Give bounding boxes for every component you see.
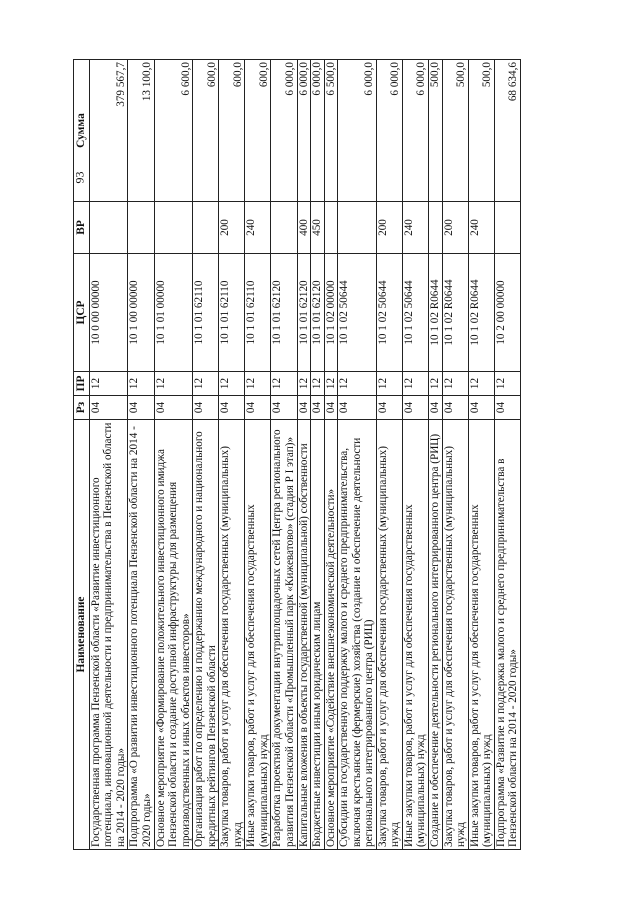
cell-vr [193,202,219,254]
cell-name: Иные закупки товаров, работ и услуг для обеспечения государственных (муниципальных) нужд [468,420,494,850]
cell-rz: 04 [442,396,468,420]
cell-sum: 600,0 [193,60,219,202]
cell-pr: 12 [442,372,468,396]
cell-sum: 500,0 [442,60,468,202]
cell-sum: 13 100,0 [128,60,154,202]
table-row [154,60,193,850]
cell-pr: 12 [324,372,338,396]
cell-pr: 12 [468,372,494,396]
cell-csr: 10 1 02 R0644 [442,254,468,372]
cell-csr: 10 1 02 R0644 [468,254,494,372]
cell-csr: 10 1 01 62110 [193,254,219,372]
cell-rz: 04 [245,396,271,420]
cell-rz: 04 [128,396,154,420]
cell-vr: 200 [442,202,468,254]
table-row [219,60,245,850]
cell-sum: 500,0 [428,60,442,202]
cell-vr: 200 [219,202,245,254]
cell-csr: 10 1 01 62120 [271,254,297,372]
cell-csr: 10 1 02 R0644 [428,254,442,372]
table-header-row [74,60,90,850]
cell-vr [338,202,377,254]
cell-name: Подпрограмма «О развитии инвестиционного потенциала Пензенской области на 2014 - 2020 годы» [128,420,154,850]
cell-name: Организация работ по определению и поддержанию международного и национального кредитных рейтингов Пензенской области [193,420,219,850]
cell-sum: 379 567,7 [89,60,128,202]
cell-csr: 10 1 01 62110 [219,254,245,372]
cell-pr: 12 [219,372,245,396]
cell-rz: 04 [311,396,325,420]
cell-rz: 04 [468,396,494,420]
cell-rz: 04 [338,396,377,420]
cell-pr: 12 [338,372,377,396]
cell-pr: 12 [271,372,297,396]
cell-pr: 12 [494,372,520,396]
cell-vr [428,202,442,254]
cell-pr: 12 [428,372,442,396]
cell-csr: 10 2 00 00000 [494,254,520,372]
table-row [428,60,442,850]
cell-sum: 6 000,0 [402,60,428,202]
cell-vr [128,202,154,254]
table-row [376,60,402,850]
cell-pr: 12 [311,372,325,396]
cell-name: Закупка товаров, работ и услуг для обеспечения государственных (муниципальных) нужд [219,420,245,850]
budget-table [73,59,521,850]
cell-name: Подпрограмма «Развитие и поддержка малого и среднего предпринимательства в Пензенской области на 2014 - 2020 годы» [494,420,520,850]
cell-vr: 400 [297,202,311,254]
header-name: Наименование [74,420,90,850]
cell-name: Субсидии на государственную поддержку малого и среднего предпринимательства, включая крестьянские (фермерские) хозяйства (создание и обеспечение деятельности регионального интегрированного центра (РИЦ) [338,420,377,850]
table-row [442,60,468,850]
cell-vr: 240 [468,202,494,254]
cell-rz: 04 [402,396,428,420]
cell-csr: 10 1 02 50644 [338,254,377,372]
cell-name: Закупка товаров, работ и услуг для обеспечения государственных (муниципальных) нужд [376,420,402,850]
cell-csr: 10 1 00 00000 [128,254,154,372]
cell-name: Закупка товаров, работ и услуг для обеспечения государственных (муниципальных) нужд [442,420,468,850]
cell-pr: 12 [245,372,271,396]
table-row [468,60,494,850]
cell-rz: 04 [89,396,128,420]
cell-rz: 04 [494,396,520,420]
cell-vr [271,202,297,254]
cell-pr: 12 [376,372,402,396]
cell-csr: 10 1 02 50644 [376,254,402,372]
cell-sum: 6 000,0 [376,60,402,202]
table-row [324,60,338,850]
cell-sum: 68 634,6 [494,60,520,202]
cell-rz: 04 [154,396,193,420]
table-row [193,60,219,850]
cell-csr: 10 1 01 00000 [154,254,193,372]
cell-name: Бюджетные инвестиции иным юридическим лицам [311,420,325,850]
cell-pr: 12 [297,372,311,396]
table-row [494,60,520,850]
cell-rz: 04 [324,396,338,420]
table-row [271,60,297,850]
cell-vr [89,202,128,254]
cell-vr [154,202,193,254]
page-number: 93 [72,171,87,184]
header-vr: ВР [74,202,90,254]
cell-name: Иные закупки товаров, работ и услуг для обеспечения государственных (муниципальных) нужд [402,420,428,850]
cell-rz: 04 [297,396,311,420]
cell-vr: 450 [311,202,325,254]
table-row [338,60,377,850]
cell-name: Основное мероприятие «Формирование положительного инвестиционного имиджа Пензенской области и создание доступной инфраструктуры для размещения производственных и иных объектов инвесторов» [154,420,193,850]
cell-name: Капитальные вложения в объекты государственной (муниципальной) собственности [297,420,311,850]
cell-rz: 04 [376,396,402,420]
cell-rz: 04 [428,396,442,420]
cell-name: Основное мероприятие «Содействие внешнеэкономической деятельности» [324,420,338,850]
cell-vr: 240 [402,202,428,254]
cell-pr: 12 [402,372,428,396]
cell-sum: 6 000,0 [271,60,297,202]
table-body [89,60,520,850]
cell-name: Разработка проектной документации внутриплощадочных сетей Центра регионального развития Пензенской области «Промышленный парк «Кижеватово» (стадия Р I этап)» [271,420,297,850]
cell-rz: 04 [193,396,219,420]
header-csr: ЦСР [74,254,90,372]
table-row [89,60,128,850]
cell-vr [324,202,338,254]
cell-sum: 600,0 [245,60,271,202]
cell-pr: 12 [128,372,154,396]
cell-sum: 600,0 [219,60,245,202]
cell-csr: 10 1 02 00000 [324,254,338,372]
cell-rz: 04 [271,396,297,420]
cell-csr: 10 0 00 00000 [89,254,128,372]
cell-pr: 12 [154,372,193,396]
cell-sum: 6 000,0 [311,60,325,202]
header-pr: ПР [74,372,90,396]
header-rz: Рз [74,396,90,420]
cell-name: Создание и обеспечение деятельности регионального интегрированного центра (РИЦ) [428,420,442,850]
rotated-page [73,60,521,850]
table-row [245,60,271,850]
table-row [297,60,311,850]
cell-vr: 240 [245,202,271,254]
cell-sum: 6 000,0 [338,60,377,202]
cell-pr: 12 [193,372,219,396]
header-sum: Сумма [74,60,90,202]
cell-sum: 6 600,0 [154,60,193,202]
cell-sum: 500,0 [468,60,494,202]
table-row [311,60,325,850]
cell-csr: 10 1 01 62110 [245,254,271,372]
cell-rz: 04 [219,396,245,420]
cell-csr: 10 1 01 62120 [311,254,325,372]
cell-csr: 10 1 02 50644 [402,254,428,372]
cell-sum: 6 500,0 [324,60,338,202]
cell-vr: 200 [376,202,402,254]
cell-csr: 10 1 01 62120 [297,254,311,372]
cell-vr [494,202,520,254]
cell-name: Иные закупки товаров, работ и услуг для обеспечения государственных (муниципальных) нужд [245,420,271,850]
cell-pr: 12 [89,372,128,396]
cell-sum: 6 000,0 [297,60,311,202]
table-row [128,60,154,850]
table-row [402,60,428,850]
cell-name: Государственная программа Пензенской области «Развитие инвестиционного потенциала, инновационной деятельности и предпринимательства в Пензенской области на 2014 - 2020 годы» [89,420,128,850]
